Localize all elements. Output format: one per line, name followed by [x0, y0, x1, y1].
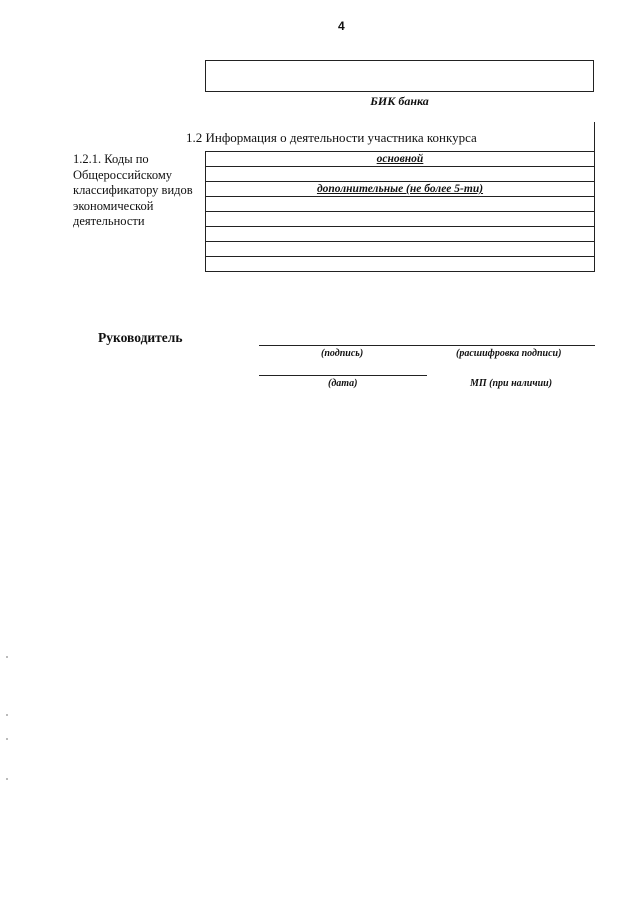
scan-mark — [6, 778, 8, 780]
okved-main-row[interactable] — [206, 167, 595, 182]
okved-label: 1.2.1. Коды по Общероссийскому классификатору видов экономической деятельности — [73, 152, 193, 228]
head-label: Руководитель — [98, 330, 183, 345]
scan-mark — [6, 656, 8, 658]
scan-mark — [6, 714, 8, 716]
page-number: 4 — [338, 19, 345, 33]
table-border-line — [594, 122, 595, 151]
date-caption: (дата) — [328, 378, 358, 389]
okved-table — [205, 151, 595, 272]
bik-input-box[interactable] — [205, 60, 594, 92]
okved-additional-row[interactable] — [206, 227, 595, 242]
okved-additional-row[interactable] — [206, 197, 595, 212]
scan-mark — [6, 738, 8, 740]
sign-caption: (подпись) — [321, 348, 364, 359]
bik-label: БИК банка — [370, 94, 429, 108]
okved-main-header: основной — [206, 152, 595, 167]
okved-additional-row[interactable] — [206, 257, 595, 272]
stamp-caption: МП (при наличии) — [470, 378, 553, 389]
okved-additional-row[interactable] — [206, 212, 595, 227]
signature-line[interactable] — [259, 345, 595, 346]
decode-caption: (расшифровка подписи) — [456, 348, 562, 359]
okved-additional-header: дополнительные (не более 5-ти) — [206, 182, 595, 197]
okved-additional-row[interactable] — [206, 242, 595, 257]
date-line[interactable] — [259, 375, 427, 376]
section-title: 1.2 Информация о деятельности участника конкурса — [186, 130, 477, 145]
